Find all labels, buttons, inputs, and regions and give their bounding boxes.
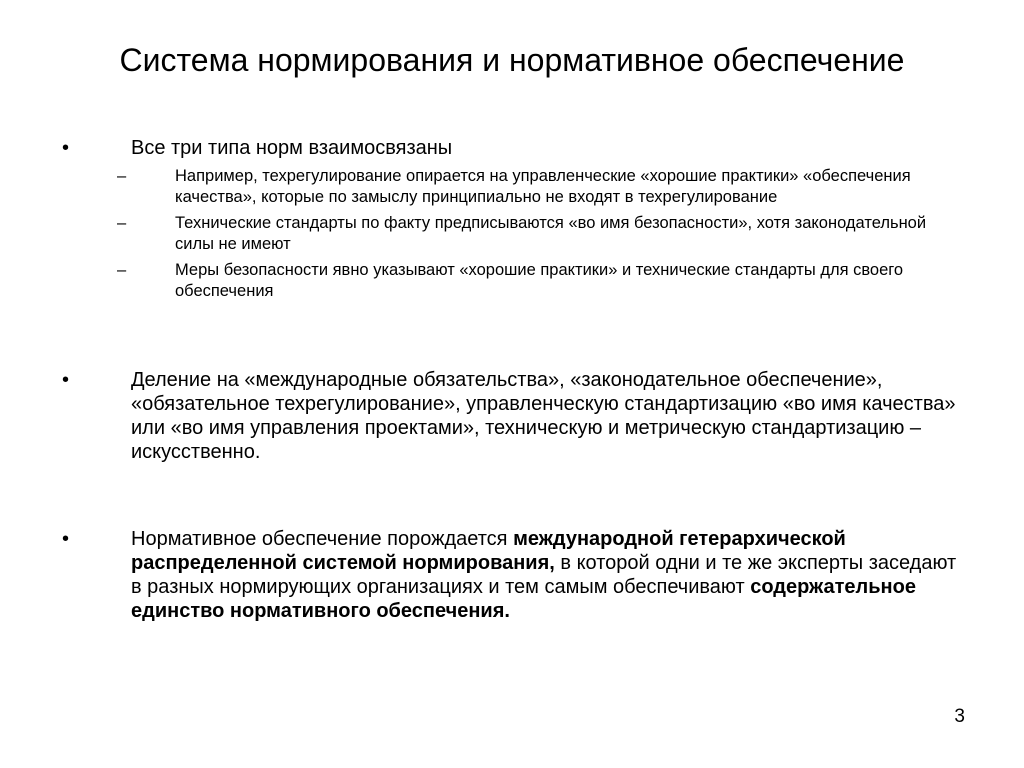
bullet-group-2 xyxy=(0,368,1024,464)
dash-marker: – xyxy=(117,261,127,279)
sub-bullet-item-3 xyxy=(0,260,965,302)
bullet-bold-text-1: международной гетерархической распределенной системой нормирования, xyxy=(131,528,846,574)
bullet-bold-text-2: содержательное единство нормативного обеспечения. xyxy=(131,576,916,622)
bullet-item-3 xyxy=(0,527,961,623)
bullet-text: Деление на «международные обязательства», «законодательное обеспечение», «обязательное техрегулирование», управленческую стандартизацию «во имя качества» или «во имя управления проектами», техническую и метрическую стандартизацию – искусственно. xyxy=(131,369,956,463)
bullet-text-part-1: Нормативное обеспечение порождается xyxy=(131,528,514,550)
bullet-text: Все три типа норм взаимосвязаны xyxy=(131,137,453,159)
sub-bullet-text: Меры безопасности явно указывают «хорошие практики» и технические стандарты для своего обеспечения xyxy=(175,261,904,300)
dash-marker: – xyxy=(117,214,127,232)
bullet-group-1 xyxy=(0,136,1024,302)
bullet-group-3 xyxy=(0,527,1024,623)
sub-bullet-item-2 xyxy=(0,213,965,255)
bullet-marker: • xyxy=(62,528,70,550)
page-number: 3 xyxy=(954,706,965,727)
sub-bullet-text: Технические стандарты по факту предписываются «во имя безопасности», хотя законодательной силы не имеют xyxy=(175,214,927,253)
sub-bullet-item-1 xyxy=(0,166,965,208)
bullet-text-part-2: в которой одни и те же эксперты заседают в разных нормирующих организациях и тем самым обеспечивают xyxy=(131,552,957,598)
bullet-item-2 xyxy=(0,368,961,464)
bullet-marker: • xyxy=(62,369,70,391)
dash-marker: – xyxy=(117,167,127,185)
bullet-item-1 xyxy=(0,136,961,160)
sub-bullet-text: Например, техрегулирование опирается на управленческие «хорошие практики» «обеспечения качества», которые по замыслу принципиально не входят в техрегулирование xyxy=(175,167,911,206)
slide-title: Система нормирования и нормативное обеспечение xyxy=(119,42,905,78)
bullet-marker: • xyxy=(62,137,70,159)
